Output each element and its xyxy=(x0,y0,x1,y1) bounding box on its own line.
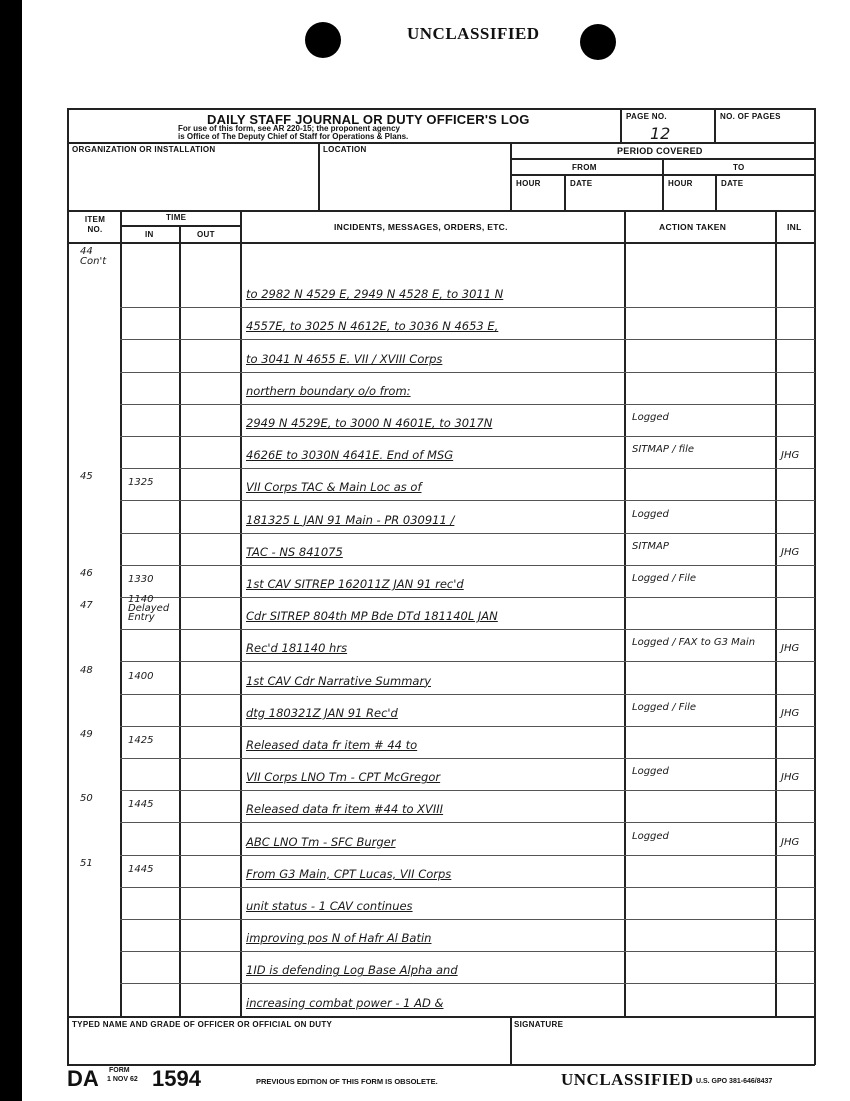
previous-edition-note: PREVIOUS EDITION OF THIS FORM IS OBSOLETE. xyxy=(256,1077,438,1086)
row-inl: JHG xyxy=(781,643,800,655)
row-action: Logged xyxy=(632,830,669,842)
to-label: TO xyxy=(733,163,745,172)
col-time-out: OUT xyxy=(197,230,215,239)
row-text: Cdr SITREP 804th MP Bde DTd 181140L JAN xyxy=(246,609,498,624)
row-in: 1325 xyxy=(128,477,154,489)
col-item-no: ITEM NO. xyxy=(84,215,106,234)
form-prefix: DA xyxy=(67,1066,99,1091)
row-text: 1ID is defending Log Base Alpha and xyxy=(246,963,458,978)
punch-hole-left xyxy=(305,22,341,58)
row-action: SITMAP xyxy=(632,540,669,552)
row-action: SITMAP / file xyxy=(632,444,695,456)
row-text: improving pos N of Hafr Al Batin xyxy=(246,931,432,946)
form-label: FORM xyxy=(109,1067,130,1074)
row-item: 44 Con't xyxy=(80,246,107,267)
row-inl: JHG xyxy=(781,450,800,462)
row-text: 2949 N 4529E, to 3000 N 4601E, to 3017N xyxy=(246,416,493,430)
row-text: 181325 L JAN 91 Main - PR 030911 / xyxy=(246,512,455,527)
row-text: VII Corps LNO Tm - CPT McGregor xyxy=(246,770,441,785)
row-text: Rec'd 181140 hrs xyxy=(246,641,348,656)
row-in: 1445 xyxy=(128,799,154,811)
page-no-label: PAGE NO. xyxy=(626,112,667,121)
col-inl: INL xyxy=(787,222,802,232)
classification-bottom: UNCLASSIFIED xyxy=(561,1070,694,1089)
row-text: dtg 180321Z JAN 91 Rec'd xyxy=(246,705,398,720)
row-inl: JHG xyxy=(781,707,800,719)
form-date: 1 NOV 62 xyxy=(107,1076,138,1083)
row-item: 47 xyxy=(80,600,93,612)
form-subtitle-2: is Office of The Deputy Chief of Staff for Operations & Plans. xyxy=(178,132,409,141)
classification-top: UNCLASSIFIED xyxy=(407,24,540,43)
row-action: Logged xyxy=(632,508,669,520)
row-text: TAC - NS 841075 xyxy=(246,544,343,559)
row-item: 49 xyxy=(80,729,93,740)
row-action: Logged / File xyxy=(632,701,697,713)
row-inl: JHG xyxy=(781,546,800,558)
form-subtitle-1: For use of this form, see AR 220-15; the proponent agency xyxy=(178,124,400,133)
row-action: Logged / File xyxy=(632,573,697,584)
row-text: From G3 Main, CPT Lucas, VII Corps xyxy=(246,866,452,881)
to-hour-label: HOUR xyxy=(668,179,693,188)
row-text: Released data fr item # 44 to xyxy=(246,738,418,752)
row-action: Logged xyxy=(632,766,669,778)
punch-hole-right xyxy=(580,24,616,60)
row-in: 1425 xyxy=(128,735,154,746)
page-no-value[interactable]: 12 xyxy=(650,124,671,143)
row-action: Logged / FAX to G3 Main xyxy=(632,637,756,649)
organization-label: ORGANIZATION OR INSTALLATION xyxy=(72,145,216,154)
period-covered-label: PERIOD COVERED xyxy=(617,146,703,156)
col-incidents: INCIDENTS, MESSAGES, ORDERS, ETC. xyxy=(334,222,508,232)
row-item: 51 xyxy=(80,857,93,869)
row-inl: JHG xyxy=(781,772,800,784)
typed-name-label: TYPED NAME AND GRADE OF OFFICER OR OFFICIAL ON DUTY xyxy=(72,1020,333,1029)
row-text: 4557E, to 3025 N 4612E, to 3036 N 4653 E, xyxy=(246,319,499,334)
row-inl: JHG xyxy=(781,836,800,848)
no-of-pages-label: NO. OF PAGES xyxy=(720,112,781,121)
row-item: 48 xyxy=(80,664,93,676)
row-text: to 2982 N 4529 E, 2949 N 4528 E, to 3011 N xyxy=(246,287,504,302)
col-time-in: IN xyxy=(145,230,154,239)
from-label: FROM xyxy=(572,163,597,172)
row-text: 1st CAV SITREP 162011Z JAN 91 rec'd xyxy=(246,577,464,591)
row-text: northern boundary o/o from: xyxy=(246,383,411,398)
gpo-imprint: U.S. GPO 381-646/8437 xyxy=(696,1078,773,1085)
row-item: 45 xyxy=(80,471,93,483)
location-label: LOCATION xyxy=(323,145,367,154)
form-number: 1594 xyxy=(152,1066,201,1091)
from-date-label: DATE xyxy=(570,179,593,188)
row-text: VII Corps TAC & Main Loc as of xyxy=(246,480,422,495)
to-date-label: DATE xyxy=(721,179,744,188)
row-text: unit status - 1 CAV continues xyxy=(246,899,413,913)
row-in: 1330 xyxy=(128,574,154,585)
row-item: 50 xyxy=(80,793,93,805)
row-text: Released data fr item #44 to XVIII xyxy=(246,802,444,817)
col-time: TIME xyxy=(166,213,187,222)
col-action-taken: ACTION TAKEN xyxy=(659,222,727,232)
scan-edge-bar xyxy=(0,0,22,1101)
row-in: 1400 xyxy=(128,670,154,682)
row-text: increasing combat power - 1 AD & xyxy=(246,995,444,1010)
form-title: DAILY STAFF JOURNAL OR DUTY OFFICER'S LOG xyxy=(207,112,530,127)
signature-label: SIGNATURE xyxy=(514,1020,564,1029)
row-text: ABC LNO Tm - SFC Burger xyxy=(246,834,396,849)
row-in: 1445 xyxy=(128,863,154,875)
row-item: 46 xyxy=(80,568,93,579)
row-text: 1st CAV Cdr Narrative Summary xyxy=(246,673,431,688)
row-in: 1140 Delayed Entry xyxy=(128,594,170,624)
row-text: 4626E to 3030N 4641E. End of MSG xyxy=(246,448,454,463)
row-text: to 3041 N 4655 E. VII / XVIII Corps xyxy=(246,351,443,366)
from-hour-label: HOUR xyxy=(516,179,541,188)
row-action: Logged xyxy=(632,412,669,423)
